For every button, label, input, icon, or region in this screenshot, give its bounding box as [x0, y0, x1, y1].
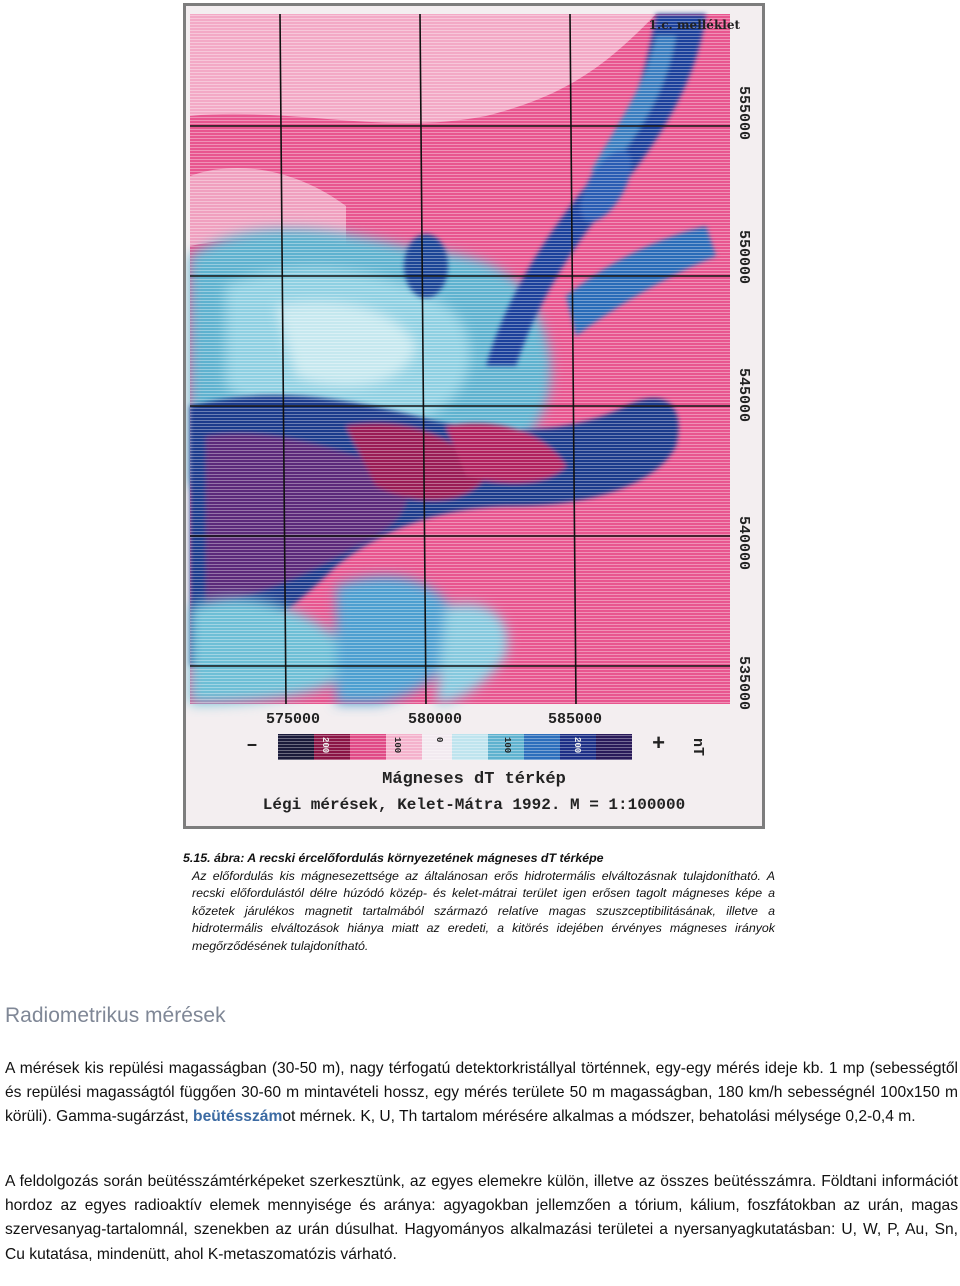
- legend-tick: 100: [392, 737, 402, 754]
- beutesszam-link[interactable]: beütésszám: [193, 1108, 283, 1126]
- annex-label: 1.c. melléklet: [648, 18, 740, 32]
- y-tick-label: 535000: [735, 656, 752, 711]
- caption-number: 5.15.: [183, 851, 211, 865]
- y-tick-label: 540000: [735, 516, 752, 571]
- map-subtitle: Légi mérések, Kelet-Mátra 1992. M = 1:100000: [262, 796, 686, 814]
- caption-title: ábra: A recski ércelőfordulás környezetének mágneses dT térképe: [214, 851, 604, 865]
- x-tick-label: 580000: [408, 711, 463, 728]
- caption-heading: [183, 850, 775, 868]
- legend-tick: 0: [434, 737, 444, 743]
- x-tick-label: 585000: [548, 711, 603, 728]
- map-title: Mágneses dT térkép: [382, 770, 566, 789]
- magnetic-map-image: [186, 6, 762, 826]
- legend-tick: 200: [572, 737, 582, 754]
- x-tick-label: 575000: [266, 711, 321, 728]
- paragraph-1-text-b: ot mérnek. K, U, Th tartalom mérésére alkalmas a módszer, behatolási mélysége 0,2-0,4 m.: [282, 1108, 916, 1126]
- legend-tick: 200: [320, 737, 330, 754]
- paragraph-2: A feldolgozás során beütésszámtérképeket szerkesztünk, az egyes elemekre külön, illetve az összes beütésszámra. Földtani információt hordoz az egyes radioaktív elemek mennyisége és aránya: agyagokban jellemzően a tórium, kálium, foszfátokban az urán, magas szervesanyag-tartalomnál, szenekben az urán dúsulhat. Hagyományos alkalmazási területei a nyersanyagkutatásban: U, W, P, Au, Sn, Cu kutatása, mindenütt, ahol K-metaszomatózis várható.: [5, 1173, 958, 1263]
- paragraph-1-text-a: A mérések kis repülési magasságban (30-50 m), nagy térfogatú detektorkristállyal történnek, egy-egy mérés ideje kb. 1 mp (sebességtől és repülési magasságtól függően 30-60 m mintavételi hossz, egy mérés területe 50 m magasságban, 180 km/h sebességnél 100x150 m körüli). Gamma-sugárzást,: [5, 1060, 958, 1126]
- section-heading: Radiometrikus mérések: [5, 1004, 226, 1027]
- legend-plus: +: [652, 732, 666, 757]
- y-tick-label: 545000: [735, 368, 752, 423]
- magnetic-map-figure: [183, 3, 765, 829]
- paragraph-1: [5, 1057, 958, 1130]
- legend-tick: 100: [502, 737, 512, 754]
- caption-body: Az előfordulás kis mágnesezettsége az általánosan erős hidrotermális elváltozásnak tulajdonítható. A recski előfordulástól délre húzódó közép- és kelet-mátrai terület igen erősen tagolt mágneses képe a kőzetek járulékos magnetit tartalmából származó relatíve magas szuszceptibilitásának, illetve a hidrotermális elváltozások hiánya miatt az eredeti, a kitörés idejében érvényes mágneses irányok megőrződésének tulajdonítható.: [192, 868, 775, 953]
- figure-caption: [183, 850, 775, 956]
- y-tick-label: 550000: [735, 230, 752, 285]
- y-tick-label: 555000: [735, 86, 752, 141]
- legend-minus: –: [246, 734, 259, 757]
- legend-unit: nT: [689, 738, 706, 757]
